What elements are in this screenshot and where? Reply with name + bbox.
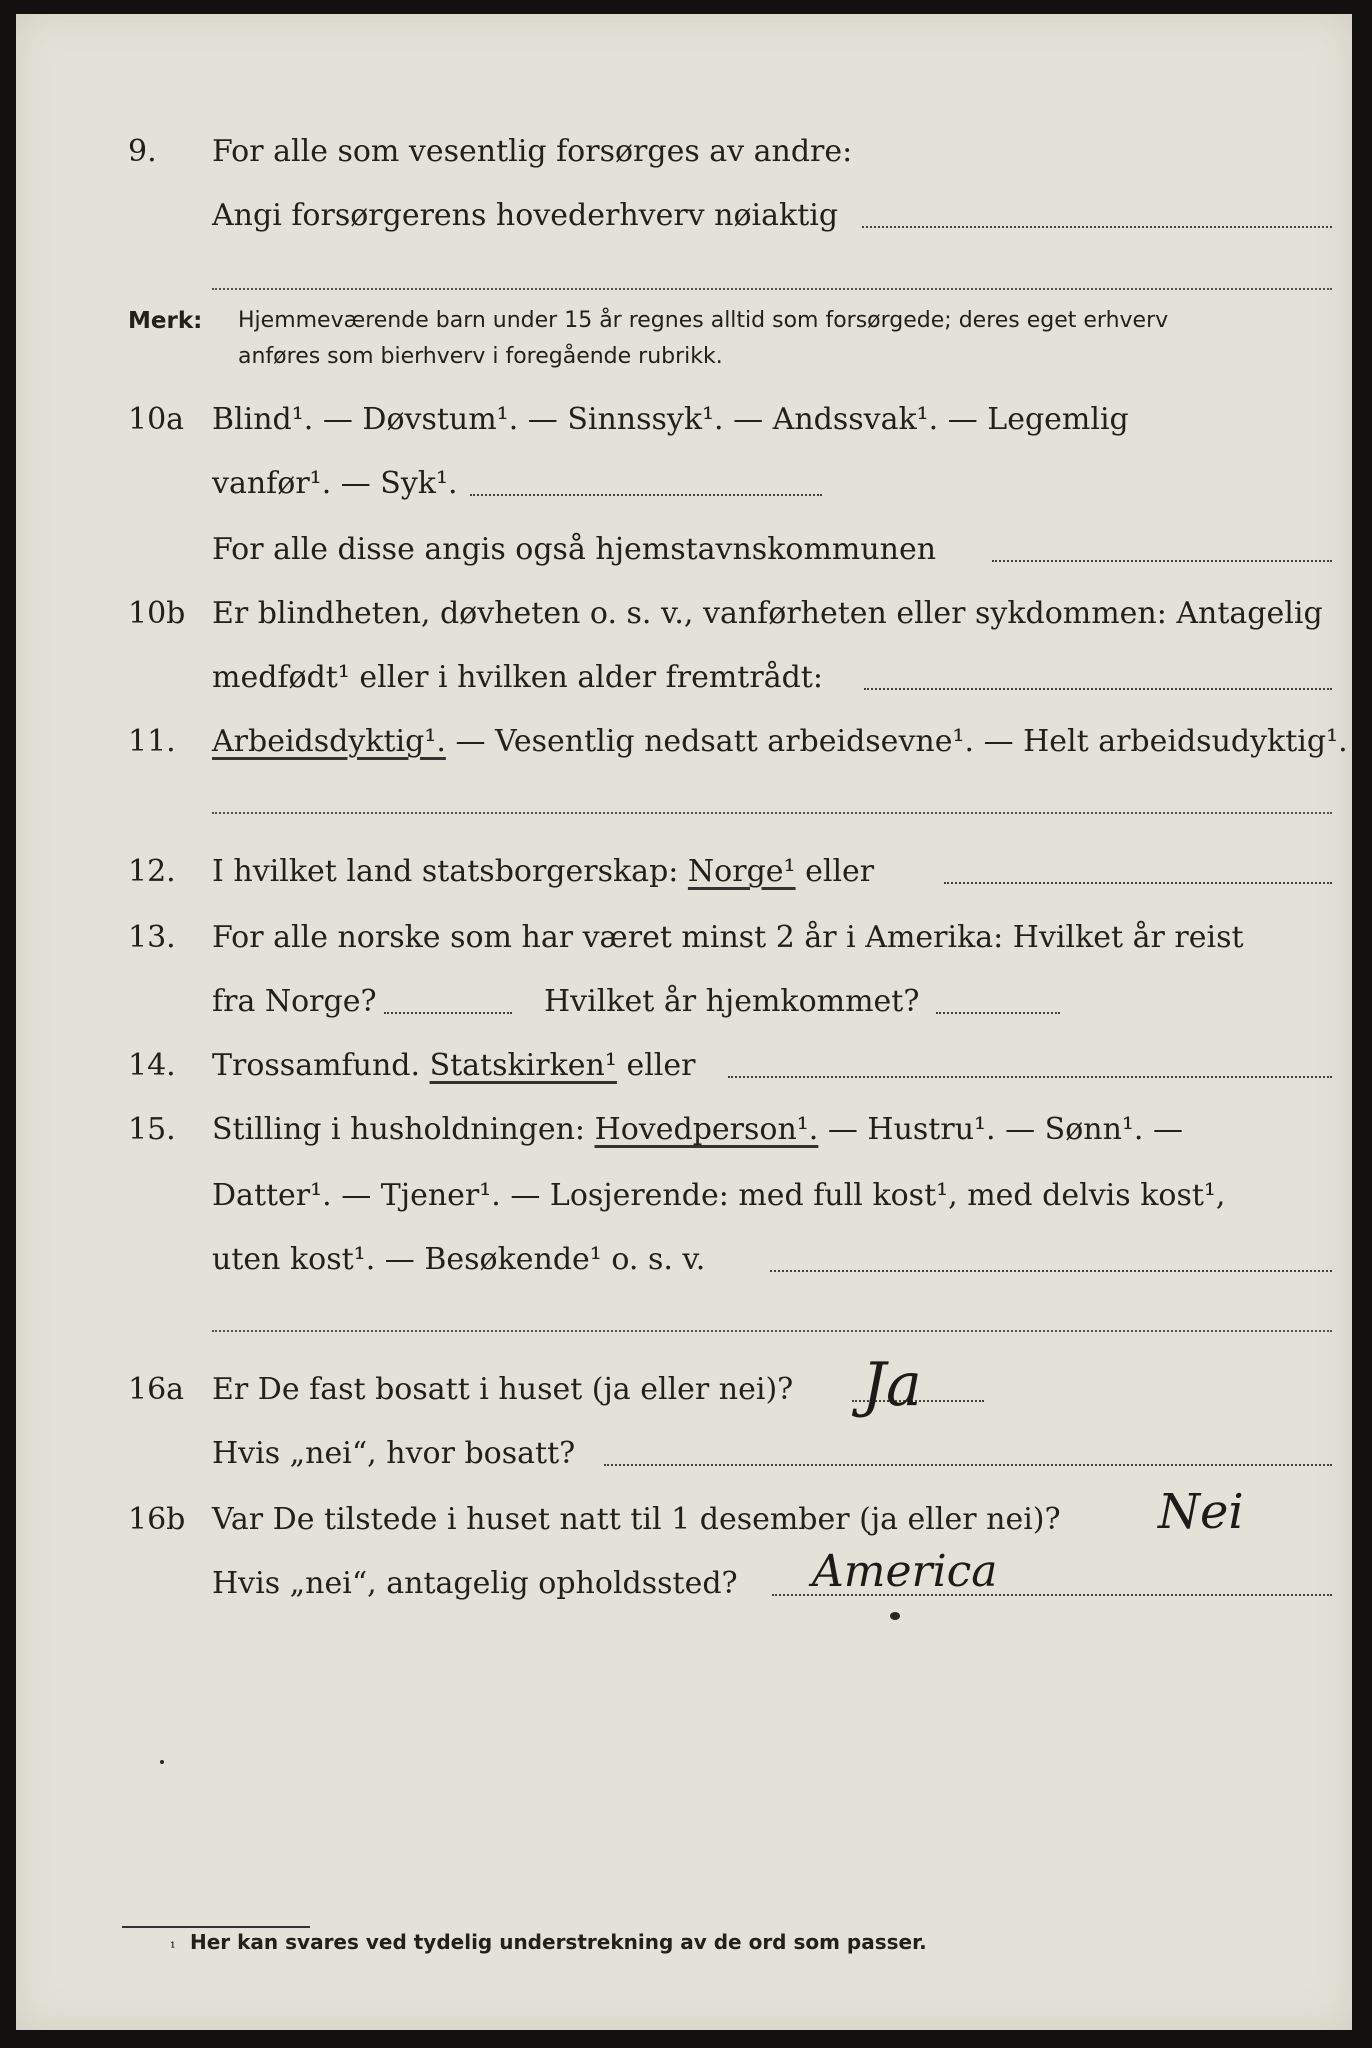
question-text: For alle som vesentlig forsørges av andre:	[212, 134, 853, 169]
question-13-line-2	[0, 978, 1372, 1028]
question-text: Hvilket år hjemkommet?	[544, 984, 920, 1019]
footnote-mark: ¹	[170, 1940, 176, 1956]
underlined-choice[interactable]: Statskirken¹	[429, 1048, 617, 1083]
ink-speck	[160, 1760, 164, 1764]
question-9-line-1	[0, 128, 1372, 178]
question-number: 12.	[128, 854, 176, 889]
question-number: 11.	[128, 724, 176, 759]
question-10a-line-2	[0, 460, 1372, 510]
question-text: For alle disse angis også hjemstavnskommunen	[212, 532, 937, 567]
question-number: 15.	[128, 1112, 176, 1147]
question-number: 16a	[128, 1372, 185, 1407]
question-text: I hvilket land statsborgerskap: Norge¹ eller	[212, 854, 875, 889]
question-16a-line-2	[0, 1430, 1372, 1480]
merk-text: Hjemmeværende barn under 15 år regnes alltid som forsørgede; deres eget erhverv	[238, 308, 1169, 333]
answer-field-q10a-kommune[interactable]	[992, 560, 1332, 562]
ink-speck	[890, 1612, 900, 1620]
answer-field-q14[interactable]	[728, 1076, 1332, 1078]
answer-field-q9[interactable]	[862, 226, 1332, 228]
footnote-text: Her kan svares ved tydelig understrekning av de ord som passer.	[190, 1930, 927, 1954]
handwritten-answer-q16a: Ja	[862, 1350, 922, 1420]
question-text: Blind¹. — Døvstum¹. — Sinnssyk¹. — Andssvak¹. — Legemlig	[212, 402, 1129, 437]
question-number: 10b	[128, 596, 186, 631]
question-text: Stilling i husholdningen: Hovedperson¹. — Hustru¹. — Sønn¹. —	[212, 1112, 1184, 1147]
question-9-line-2	[0, 192, 1372, 242]
question-text: Er blindheten, døvheten o. s. v., vanførheten eller sykdommen: Antagelig	[212, 596, 1323, 631]
question-10b-line-1	[0, 590, 1372, 640]
question-16a-line-1	[0, 1366, 1372, 1416]
handwritten-answer-q16b-2: America	[812, 1546, 998, 1597]
question-text: For alle norske som har været minst 2 år i Amerika: Hvilket år reist	[212, 920, 1244, 955]
question-13-line-1	[0, 914, 1372, 964]
question-number: 14.	[128, 1048, 176, 1083]
handwritten-answer-q16b-1: Nei	[1158, 1484, 1244, 1540]
answer-field-q16a-bosatt[interactable]	[604, 1464, 1332, 1466]
answer-field-q10a-syk[interactable]	[470, 494, 822, 496]
answer-field-q11-extra[interactable]	[212, 812, 1332, 814]
question-15-line-3	[0, 1236, 1372, 1286]
answer-field-q15[interactable]	[770, 1270, 1332, 1272]
question-number: 10a	[128, 402, 185, 437]
question-text: Hvis „nei“, antagelig opholdssted?	[212, 1566, 738, 1601]
merk-label: Merk:	[128, 308, 203, 334]
answer-field-q13-hjemkommet[interactable]	[936, 1012, 1060, 1014]
underlined-choice[interactable]: Norge¹	[687, 854, 796, 889]
question-number: 13.	[128, 920, 176, 955]
answer-field-q9-extra[interactable]	[212, 288, 1332, 290]
question-text: Datter¹. — Tjener¹. — Losjerende: med full kost¹, med delvis kost¹,	[212, 1178, 1226, 1213]
answer-field-q12[interactable]	[944, 882, 1332, 884]
question-text: Er De fast bosatt i huset (ja eller nei)?	[212, 1372, 794, 1407]
question-10a-line-1	[0, 396, 1372, 446]
answer-field-q10b[interactable]	[864, 688, 1332, 690]
question-text: fra Norge?	[212, 984, 377, 1019]
question-text: medfødt¹ eller i hvilken alder fremtrådt:	[212, 660, 823, 695]
question-text: Var De tilstede i huset natt til 1 desember (ja eller nei)?	[212, 1502, 1061, 1537]
question-14	[0, 1042, 1372, 1092]
answer-field-q13-reist[interactable]	[384, 1012, 512, 1014]
question-text: Arbeidsdyktig¹. — Vesentlig nedsatt arbeidsevne¹. — Helt arbeidsudyktig¹.	[212, 724, 1348, 759]
question-11	[0, 718, 1372, 768]
question-text: uten kost¹. — Besøkende¹ o. s. v.	[212, 1242, 706, 1277]
question-text: vanfør¹. — Syk¹.	[212, 466, 458, 501]
merk-note-line-2	[0, 340, 1372, 390]
merk-text: anføres som bierhverv i foregående rubrikk.	[238, 344, 723, 369]
question-text: Angi forsørgerens hovederhverv nøiaktig	[212, 198, 839, 233]
question-16b-line-2	[0, 1560, 1372, 1610]
footnote-rule	[122, 1926, 310, 1928]
question-15-line-1	[0, 1106, 1372, 1156]
question-text: Hvis „nei“, hvor bosatt?	[212, 1436, 576, 1471]
question-number: 16b	[128, 1502, 186, 1537]
question-10b-line-2	[0, 654, 1372, 704]
underlined-choice[interactable]: Hovedperson¹.	[594, 1112, 819, 1147]
question-number: 9.	[128, 134, 157, 169]
question-12	[0, 848, 1372, 898]
question-15-line-2	[0, 1172, 1372, 1222]
question-text: Trossamfund. Statskirken¹ eller	[212, 1048, 696, 1083]
question-10a-line-3	[0, 526, 1372, 576]
underlined-choice[interactable]: Arbeidsdyktig¹.	[212, 724, 446, 759]
answer-field-q15-extra[interactable]	[212, 1330, 1332, 1332]
